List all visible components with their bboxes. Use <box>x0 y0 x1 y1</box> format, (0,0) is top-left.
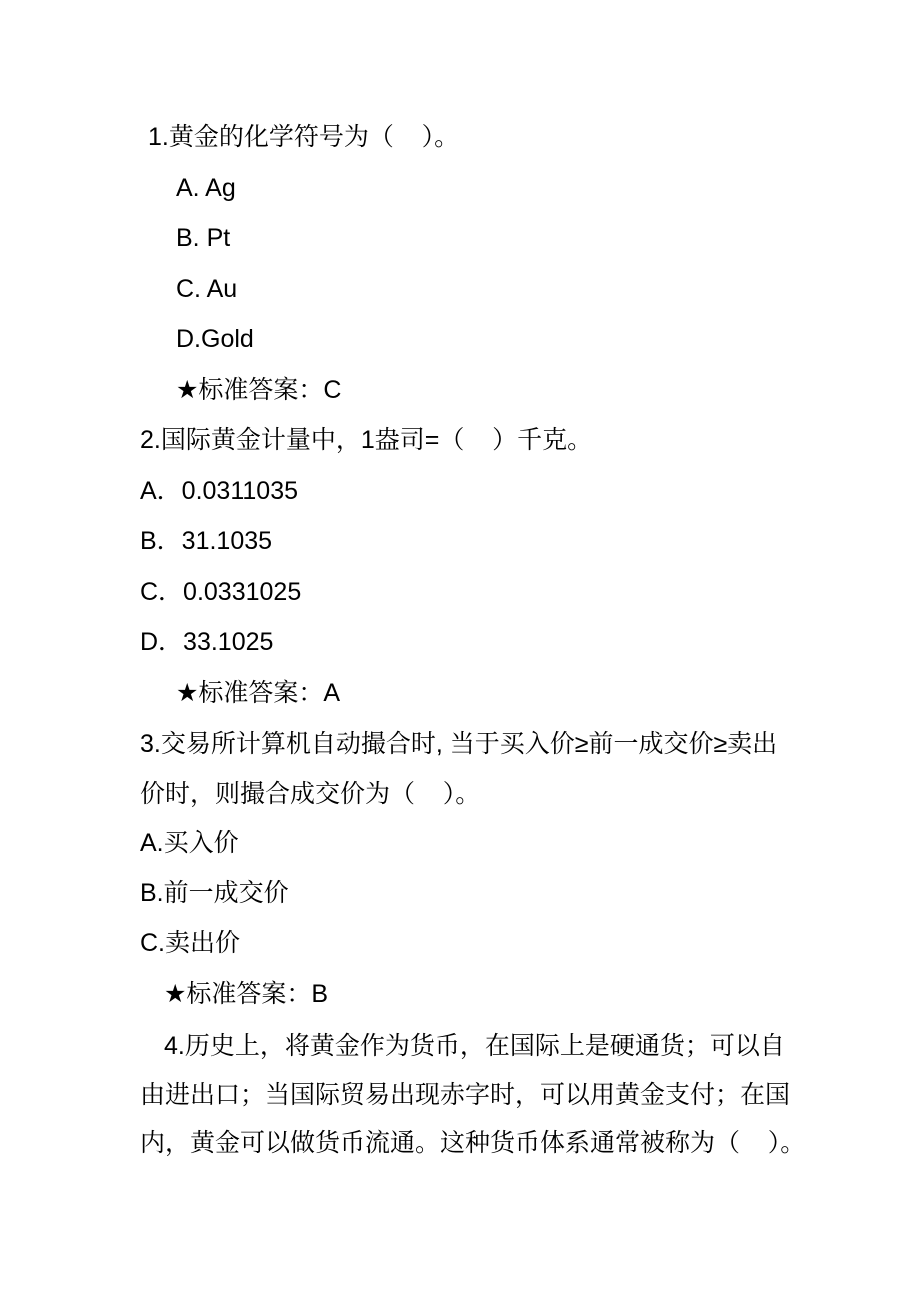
question-1-option-b: B. Pt <box>176 224 231 252</box>
question-4-stem-line-2: 由进出口；当国际贸易出现赤字时，可以用黄金支付；在国 <box>140 1081 791 1109</box>
question-1-option-a: A. Ag <box>176 174 236 202</box>
question-3-stem-line-1: 3.交易所计算机自动撮合时, 当于买入价≥前一成交价≥卖出 <box>140 730 778 758</box>
question-3-option-c: C.卖出价 <box>140 929 241 957</box>
question-4-stem-line-1: 4.历史上，将黄金作为货币，在国际上是硬通货；可以自 <box>164 1032 785 1060</box>
question-1-answer: ★标准答案：C <box>176 376 342 404</box>
question-1-option-c: C. Au <box>176 275 238 303</box>
question-2-stem: 2.国际黄金计量中，1盎司=（ ）千克。 <box>140 426 593 454</box>
question-1-stem: 1.黄金的化学符号为（ ）。 <box>148 123 460 151</box>
question-3-answer: ★标准答案：B <box>164 980 329 1008</box>
question-2-answer: ★标准答案：A <box>176 679 341 707</box>
question-1-option-d: D.Gold <box>176 325 254 353</box>
question-3-stem-line-2: 价时，则撮合成交价为（ ）。 <box>140 780 481 808</box>
question-3-option-a: A.买入价 <box>140 829 239 857</box>
question-2-option-d: D．33.1025 <box>140 628 274 656</box>
question-2-option-a: A．0.0311035 <box>140 477 298 505</box>
question-2-option-c: C．0.0331025 <box>140 578 302 606</box>
question-4-stem-line-3: 内，黄金可以做货币流通。这种货币体系通常被称为（ ）。 <box>140 1129 806 1157</box>
question-3-option-b: B.前一成交价 <box>140 879 289 907</box>
question-2-option-b: B．31.1035 <box>140 527 273 555</box>
